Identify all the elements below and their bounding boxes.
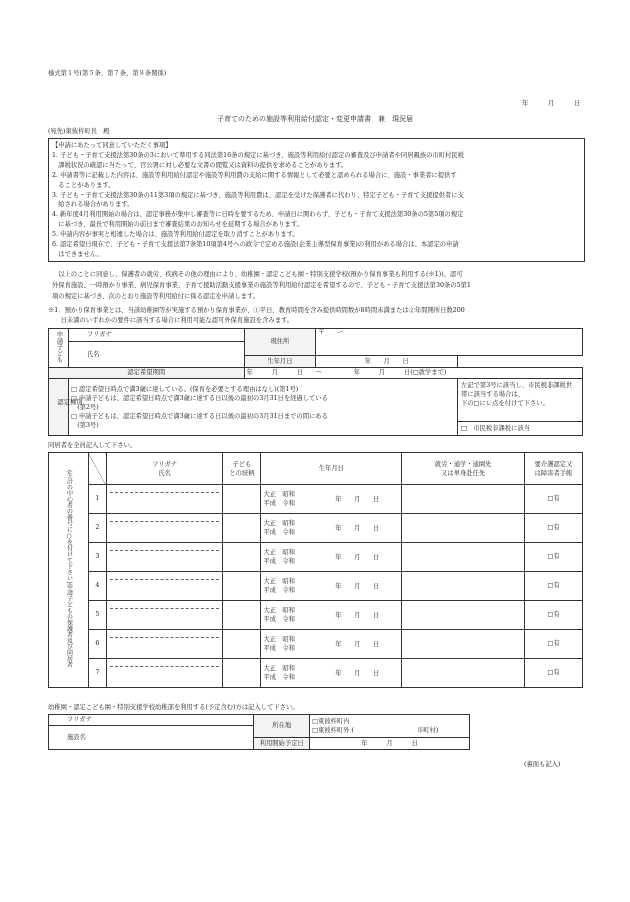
notice-line: 給される場合があります。 (52, 201, 134, 209)
header-diagonal (88, 453, 106, 485)
type-label-cell (49, 379, 69, 436)
member-dob-field[interactable] (261, 659, 402, 688)
era-line-2: 平成 令和 (263, 674, 295, 681)
ymd-label: 年 月 日 (335, 669, 380, 677)
table-row (49, 659, 583, 688)
ymd-label: 年 月 日 (335, 611, 380, 619)
page-title: 子育てのための施設等利用給付認定・変更申請書 兼 現況届 (217, 115, 413, 123)
notice-items (52, 151, 582, 260)
notice-line: ることがあります。 (52, 181, 115, 189)
member-dob-field[interactable] (261, 601, 402, 630)
tax-note-line: 帯に該当する場合は、 (461, 391, 524, 398)
care-checkbox[interactable]: □有 (525, 572, 583, 601)
period-field[interactable]: 年 月 日 ～ 年 月 日(□就学まで) (244, 368, 582, 379)
agreement-paragraph (52, 270, 471, 303)
care-checkbox[interactable]: □有 (525, 485, 583, 514)
agreement-line: 外保育施設、一時預かり事業、病児保育事業、子育て援助活動支援事業の施設等利用給付認定を希望するので、子ども・子育て支援法第30条の5第1 (52, 282, 471, 289)
address-field[interactable] (316, 329, 583, 356)
member-work-field[interactable] (402, 514, 525, 543)
header-relation-2: との続柄 (229, 469, 255, 477)
notice-line: 3. 子ども・子育て支援法第30条の11第3項の規定に基づき、施設等利用費は、認定を受けた保護者に代わり、特定子ども・子育て支援提供者に支 (52, 191, 464, 199)
member-work-field[interactable] (402, 601, 525, 630)
header-care-1: 要介護認定又 (534, 460, 573, 468)
care-checkbox[interactable]: □有 (525, 543, 583, 572)
header-name: 氏名 (158, 469, 171, 477)
location-out-town-checkbox[interactable]: □東彼杵町外 ( 市町村) (312, 727, 439, 734)
member-dob-field[interactable] (261, 543, 402, 572)
start-date-label: 利用開始予定日 (254, 738, 310, 750)
header-work-cell (402, 453, 525, 485)
back-side-note: (裏面も記入) (524, 761, 561, 768)
notice-line: 2. 申請書等に記載した内容は、施設等利用給付認定や施設等利用費の支給に関する情報として必要と認められる場合に、施設・事業者に提供す (52, 171, 457, 179)
dob-field[interactable]: 年 月 日 (316, 356, 458, 368)
type-options[interactable] (68, 379, 457, 436)
furigana-label: フリガナ (86, 331, 112, 338)
facility-name-field[interactable] (49, 726, 254, 750)
date-day: 日 (574, 100, 581, 107)
type-option-2[interactable]: □ 申請子どもは、認定希望日時点で満3歳に達する日以後の最初の3月31日を経過している (70, 394, 328, 402)
name-label: 氏名 (86, 350, 100, 358)
type-option-3[interactable]: □ 申請子どもは、認定希望日時点で満3歳に達する日以後の最初の3月31日までの間にある (70, 412, 328, 420)
header-relation-cell (223, 453, 261, 485)
applicant-table (48, 328, 583, 436)
header-work-2: 又は単身赴任先 (441, 469, 486, 477)
notice-line: はできません。 (52, 250, 103, 258)
type-option-3-note: (第3号) (70, 421, 99, 429)
address-label: 現住所 (244, 329, 316, 356)
tax-note-line: 左記で第3号に該当し、市民税非課税世 (461, 382, 573, 389)
table-row (49, 601, 583, 630)
dob-blank (458, 356, 583, 368)
row-number: 1 (88, 485, 106, 514)
era-line-1: 大正 昭和 (263, 607, 295, 614)
type-label: 認定種別 (57, 399, 83, 406)
applicant-furigana-field[interactable] (68, 329, 244, 342)
footnote-line: ※1．預かり保育事業とは、当該幼稚園等が実施する預かり保育事業が、①平日、教育時間を含み提供時間数が8時間未満または②年間開所日数200 (48, 307, 465, 314)
header-work-1: 就労・通学・通園先 (434, 460, 492, 468)
household-side-label (49, 453, 89, 688)
header-relation-1: 子ども (232, 460, 252, 468)
kindergarten-table (48, 714, 470, 750)
agreement-line: 項の規定に基づき、次のとおり施設等利用給付に係る認定を申請します。 (52, 293, 260, 300)
member-dob-field[interactable] (261, 572, 402, 601)
member-dob-field[interactable] (261, 485, 402, 514)
ymd-label: 年 月 日 (335, 640, 380, 648)
notice-heading: 【申請にあたって同意していただく事項】 (52, 142, 172, 149)
consent-notice-box (48, 138, 585, 262)
table-row (49, 485, 583, 514)
ymd-label: 年 月 日 (335, 582, 380, 590)
applicant-side-text: 申請子ども (55, 330, 63, 363)
household-caption: 同居者を全員記入して下さい。 (48, 442, 137, 449)
household-side-text: (生計の中心者の番号に○を付けて下さい)申請子どもの保護者及び同居者 (65, 469, 73, 668)
era-line-1: 大正 昭和 (263, 578, 295, 585)
ymd-label: 年 月 日 (335, 495, 380, 503)
header-dob: 生年月日 (261, 453, 402, 485)
header-furigana: フリガナ (152, 460, 178, 468)
agreement-line: 以上のことに同意し、保護者の就労、疾病その他の理由により、幼稚園・認定こども園・特別支援学校(預かり保育事業も利用する(※1))、認可 (52, 271, 463, 278)
footnote (48, 306, 465, 326)
member-name-field[interactable] (106, 572, 223, 601)
header-care-cell (525, 453, 583, 485)
postal-mark: 〒 ー (318, 329, 344, 336)
form-number: 様式第１号(第５条、第７条、第８条関係) (48, 70, 167, 77)
facility-furigana-field[interactable] (49, 715, 254, 726)
member-dob-field[interactable] (261, 514, 402, 543)
care-checkbox[interactable]: □有 (525, 514, 583, 543)
era-line-1: 大正 昭和 (263, 491, 295, 498)
notice-line: 1. 子ども・子育て支援法第30条の3において準用する同法第16条の規定に基づき、施設等利用給付認定の審査及び申請者や同居親族の市町村民税 (52, 152, 464, 159)
row-number: 6 (88, 630, 106, 659)
notice-line: 課税状況の確認に当たって、官公署に対し必要な文書の閲覧又は資料の提供を求めることがあります。 (52, 161, 348, 169)
member-name-field[interactable] (106, 659, 223, 688)
member-relation-field[interactable] (223, 485, 261, 514)
row-number: 5 (88, 601, 106, 630)
notice-line: 5. 申請内容が事実と相違した場合は、施設等利用給付認定を取り消すことがあります。 (52, 231, 299, 239)
era-line-2: 平成 令和 (263, 645, 295, 652)
era-line-2: 平成 令和 (263, 616, 295, 623)
notice-line: に基づき、最長で利用開始の前日まで審査結果のお知らせを延期する場合があります。 (52, 221, 303, 229)
member-relation-field[interactable] (223, 543, 261, 572)
tax-box (458, 379, 583, 436)
table-row (49, 514, 583, 543)
member-name-field[interactable] (106, 514, 223, 543)
footnote-line: 日未満のいずれかの要件に該当する場合に利用可能な認可外保育施設を含みます。 (48, 317, 294, 324)
row-number: 2 (88, 514, 106, 543)
location-in-town-checkbox[interactable]: □東彼杵町内 (312, 718, 350, 725)
member-relation-field[interactable] (223, 572, 261, 601)
kg-furigana-label: フリガナ (67, 716, 92, 723)
era-line-1: 大正 昭和 (263, 665, 295, 672)
member-dob-field[interactable] (261, 630, 402, 659)
era-line-2: 平成 令和 (263, 587, 295, 594)
period-label: 認定希望期間 (49, 368, 245, 379)
notice-line: 4. 新年度4月利用開始の場合は、認定事務が集中し審査等に日時を要するため、申請日に関わらず、子ども・子育て支援法第30条の5第5項の規定 (52, 211, 464, 219)
header-name-cell (106, 453, 223, 485)
member-work-field[interactable] (402, 543, 525, 572)
date-month: 月 (548, 100, 555, 107)
dob-label: 生年月日 (244, 356, 316, 368)
era-line-1: 大正 昭和 (263, 549, 295, 556)
ymd-label: 年 月 日 (335, 553, 380, 561)
era-line-2: 平成 令和 (263, 500, 295, 507)
member-work-field[interactable] (402, 572, 525, 601)
tax-note-line: 下の□にレ点を付けて下さい。 (461, 400, 549, 407)
addressee: (宛先)東彼杵町長 殿 (48, 128, 110, 135)
table-row (49, 630, 583, 659)
start-date-field[interactable]: 年 月 日 (310, 738, 470, 750)
row-number: 3 (88, 543, 106, 572)
tax-exempt-checkbox[interactable]: □ 市民税非課税に該当 (461, 425, 530, 432)
member-name-field[interactable] (106, 630, 223, 659)
ymd-label: 年 月 日 (335, 524, 380, 532)
era-line-1: 大正 昭和 (263, 520, 295, 527)
member-relation-field[interactable] (223, 601, 261, 630)
location-field[interactable] (310, 715, 470, 738)
table-row (49, 543, 583, 572)
row-number: 7 (88, 659, 106, 688)
row-number: 4 (88, 572, 106, 601)
applicant-side-label (49, 329, 69, 368)
member-work-field[interactable] (402, 485, 525, 514)
type-option-2-note: (第2号) (70, 403, 99, 411)
member-relation-field[interactable] (223, 659, 261, 688)
notice-line: 6. 認定希望日現在で、子ども・子育て支援法第7条第10項第4号への政令で定める施設(企業主導型保育事業)の利用がある場合は、本認定の申請 (52, 241, 459, 249)
era-line-1: 大正 昭和 (263, 636, 295, 643)
date-year: 年 (522, 100, 529, 107)
member-name-field[interactable] (106, 543, 223, 572)
care-checkbox[interactable]: □有 (525, 630, 583, 659)
member-work-field[interactable] (402, 630, 525, 659)
member-name-field[interactable] (106, 485, 223, 514)
location-label: 所在地 (254, 715, 310, 738)
care-checkbox[interactable]: □有 (525, 601, 583, 630)
era-line-2: 平成 令和 (263, 529, 295, 536)
member-work-field[interactable] (402, 659, 525, 688)
member-relation-field[interactable] (223, 514, 261, 543)
member-name-field[interactable] (106, 601, 223, 630)
applicant-name-field[interactable] (68, 342, 244, 368)
header-care-2: は障害者手帳 (534, 469, 573, 477)
facility-name-label: 施設名 (67, 733, 86, 741)
type-option-1[interactable]: □ 認定希望日時点で満3歳に達している。(保育を必要とする理由はなし)(第1号) (70, 385, 299, 393)
era-line-2: 平成 令和 (263, 558, 295, 565)
table-row (49, 572, 583, 601)
kindergarten-caption: 幼稚園・認定こども園・特別支援学校幼稚部を利用する(予定含む)方は記入して下さい。 (48, 704, 299, 711)
household-table (48, 452, 583, 688)
care-checkbox[interactable]: □有 (525, 659, 583, 688)
member-relation-field[interactable] (223, 630, 261, 659)
